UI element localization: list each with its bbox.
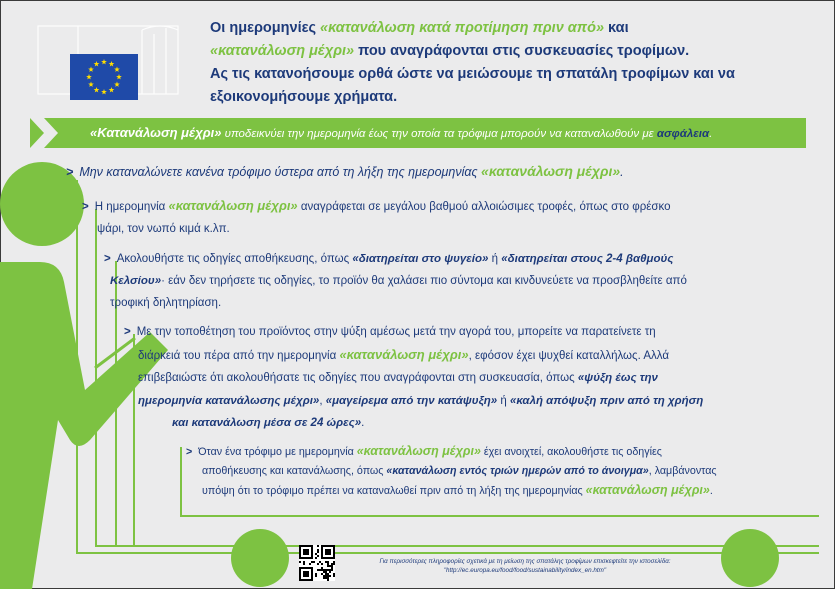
footer-info [340,557,710,575]
point-5-green-term: «κατανάλωση μέχρι» [585,483,710,497]
point-4-bold: «καλή απόψυξη πριν από τη χρήση [509,394,704,407]
point-5-text: υπόψη ότι το τρόφιμο πρέπει να καταναλωθεί πριν από τη λήξη της ημερομηνίας [202,485,586,497]
header-line-1 [210,20,629,36]
point-1 [66,163,624,179]
point-4-text: . [361,417,365,429]
header-green-term: «κατανάλωση μέχρι» [210,43,355,59]
header-text: και [604,20,629,36]
point-4-bold: «ψύξη έως την [577,372,658,384]
point-5-text: αποθήκευσης και κατανάλωσης, όπως [202,465,387,477]
banner-end: . [709,128,713,140]
point-2-text: αναγράφεται σε μεγάλου βαθμού αλλοιώσιμες τροφές, όπως στο φρέσκο [297,201,671,213]
point-5 [186,442,816,501]
point-2-line-2: ψάρι, τον νωπό κιμά κ.λπ. [97,223,230,235]
point-4-text: , [319,394,326,407]
header-line-2 [210,43,689,59]
point-5-green-term: «κατανάλωση μέχρι» [356,444,481,458]
point-4-text: Με την τοποθέτηση του προϊόντος στην ψύξη αμέσως μετά την αγορά του, μπορείτε να παρατείνετε τη [136,326,656,338]
point-3-text: ή [488,253,502,265]
footer-line-1: Για περισσότερες πληροφορίες σχετικά με τη μείωση της σπατάλης τροφίμων επισκεφτείτε την ιστοσελίδα: [379,558,671,565]
eu-logo [30,20,190,102]
banner [30,118,806,148]
header-green-term: «κατανάλωση κατά προτίμηση πριν από» [320,20,605,36]
point-1-text: Μην καταναλώνετε κανένα τρόφιμο ύστερα από τη λήξη της ημερομηνίας [79,165,482,179]
point-1-green-term: «κατανάλωση μέχρι» [481,163,621,179]
point-4-bold: και κατανάλωση μέσα σε 24 ώρες» [172,417,362,429]
point-3-text: Ακολουθήστε τις οδηγίες αποθήκευσης, όπως [116,253,353,265]
point-2-text: Η ημερομηνία [94,201,169,213]
header-text: που αναγράφονται στις συσκευασίες τροφίμων. [354,43,690,59]
point-4-bold: ημερομηνία κατανάλωσης μέχρι» [138,394,320,407]
banner-lead: «Κατανάλωση μέχρι» [90,125,222,140]
point-3-text: · εάν δεν τηρήσετε τις οδηγίες, το προϊόν θα χαλάσει πιο σύντομα και κινδυνεύετε να προσβληθείτε από [161,275,687,287]
point-4-text: επιβεβαιώστε ότι ακολουθήσατε τις οδηγίες που αναγράφονται στη συσκευασία, όπως [138,372,578,384]
point-3-line-3: τροφική δηλητηρίαση. [110,297,222,309]
point-3 [104,248,817,314]
point-5-text: Όταν ένα τρόφιμο με ημερομηνία [198,446,357,458]
point-2-green-term: «κατανάλωση μέχρι» [168,198,298,213]
header-line-3: Ας τις κατανοήσουμε ορθά ώστε να μειώσουμε τη σπατάλη τροφίμων και να [210,66,735,82]
point-3-bold: «διατηρείται στους 2-4 βαθμούς [501,253,674,265]
arrow-icon: > [186,446,193,458]
point-4-bold: «μαγείρεμα από την κατάψυξη» [325,394,498,407]
qr-code [299,545,335,581]
point-3-bold: «διατηρείται στο ψυγείο» [352,253,489,265]
arrow-icon: > [124,326,131,338]
point-4-text: διάρκειά του πέρα από την ημερομηνία [138,349,340,362]
point-4 [124,321,817,435]
point-5-text: . [709,485,713,497]
point-5-bold: «κατανάλωση εντός τριών ημερών από το άνοιγμα» [386,465,649,477]
arrow-icon: > [66,165,74,179]
banner-strong: ασφάλεια [656,128,710,140]
arrow-icon: > [104,253,111,265]
point-3-bold: Κελσίου» [110,275,162,287]
header-line-4: εξοικονομήσουμε χρήματα. [210,89,398,105]
point-4-text: , εφόσον έχει ψυχθεί καταλλήλως. Αλλά [468,349,669,362]
point-5-text: έχει ανοιχτεί, ακολουθήστε τις οδηγίες [480,446,662,458]
point-1-end: . [620,165,624,179]
banner-arrow-tip [30,118,66,148]
point-2 [82,195,817,240]
footer-url[interactable]: "http://ec.europa.eu/food/food/sustainability/index_en.htm" [443,567,607,574]
arrow-icon: > [82,201,89,213]
header-text: Οι ημερομηνίες [210,20,321,36]
point-4-green-term: «κατανάλωση μέχρι» [339,346,469,362]
point-5-text: , λαμβάνοντας [648,465,717,477]
banner-text [90,118,820,148]
banner-body: υποδεικνύει την ημερομηνία έως την οποία τα τρόφιμα μπορούν να καταναλωθούν με [221,128,657,140]
point-4-text: ή [497,394,510,407]
